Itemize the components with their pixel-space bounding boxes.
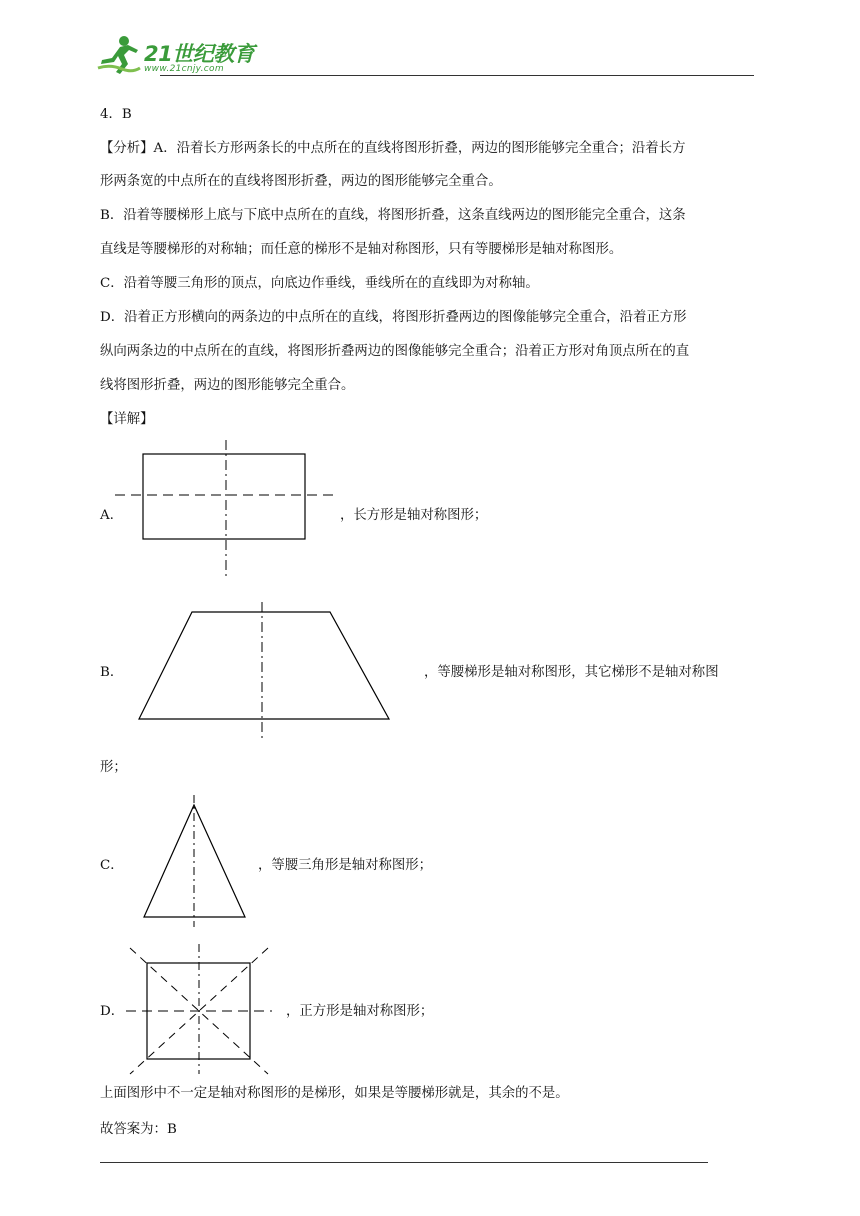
conclusion-text: 上面图形中不一定是轴对称图形的是梯形，如果是等腰梯形就是，其余的不是。 — [100, 1086, 569, 1101]
square-figure — [122, 940, 276, 1076]
detail-heading: 【详解】 — [100, 412, 154, 427]
trapezoid-shape — [139, 612, 389, 719]
analysis-line: C．沿着等腰三角形的顶点，向底边作垂线，垂线所在的直线即为对称轴。 — [100, 276, 539, 291]
header-rule — [160, 75, 754, 76]
figure-b-caption-cont: 形； — [100, 760, 127, 775]
figure-d-caption: ，正方形是轴对称图形； — [286, 1004, 434, 1019]
footer-rule — [100, 1162, 708, 1163]
answer-number: 4．B — [100, 107, 132, 122]
analysis-line: 形两条宽的中点所在的直线将图形折叠，两边的图形能够完全重合。 — [100, 174, 502, 189]
page-header — [96, 30, 754, 78]
site-logo-icon — [96, 34, 142, 80]
analysis-line: 纵向两条边的中点所在的直线，将图形折叠两边的图像能够完全重合；沿着正方形对角顶点所在的直 — [100, 344, 690, 359]
trapezoid-figure — [135, 600, 395, 740]
analysis-line: D．沿着正方形横向的两条边的中点所在的直线，将图形折叠两边的图像能够完全重合，沿着正方形 — [100, 310, 687, 325]
rectangle-figure — [110, 438, 340, 578]
triangle-figure — [140, 793, 250, 929]
figure-c-caption: ，等腰三角形是轴对称图形； — [258, 858, 433, 873]
analysis-line: 直线是等腰梯形的对称轴；而任意的梯形不是轴对称图形，只有等腰梯形是轴对称图形。 — [100, 242, 623, 257]
rectangle-shape — [143, 454, 305, 539]
figure-d-label: D． — [100, 1004, 125, 1019]
analysis-line: 线将图形折叠，两边的图形能够完全重合。 — [100, 378, 355, 393]
figure-a-label: A. — [100, 508, 114, 523]
figure-b-caption: ，等腰梯形是轴对称图形，其它梯形不是轴对称图 — [424, 665, 719, 680]
final-answer: 故答案为：B — [100, 1122, 177, 1137]
figure-b-label: B． — [100, 665, 124, 680]
figure-a-caption: ，长方形是轴对称图形； — [340, 508, 488, 523]
logo-title: 21世纪教育 — [144, 42, 255, 66]
analysis-line: 【分析】A．沿着长方形两条长的中点所在的直线将图形折叠，两边的图形能够完全重合；沿着长方 — [100, 141, 686, 156]
logo-url: www.21cnjy.com — [144, 64, 224, 74]
figure-c-label: C． — [100, 858, 124, 873]
analysis-line: B．沿着等腰梯形上底与下底中点所在的直线，将图形折叠，这条直线两边的图形能完全重合，这条 — [100, 208, 686, 223]
